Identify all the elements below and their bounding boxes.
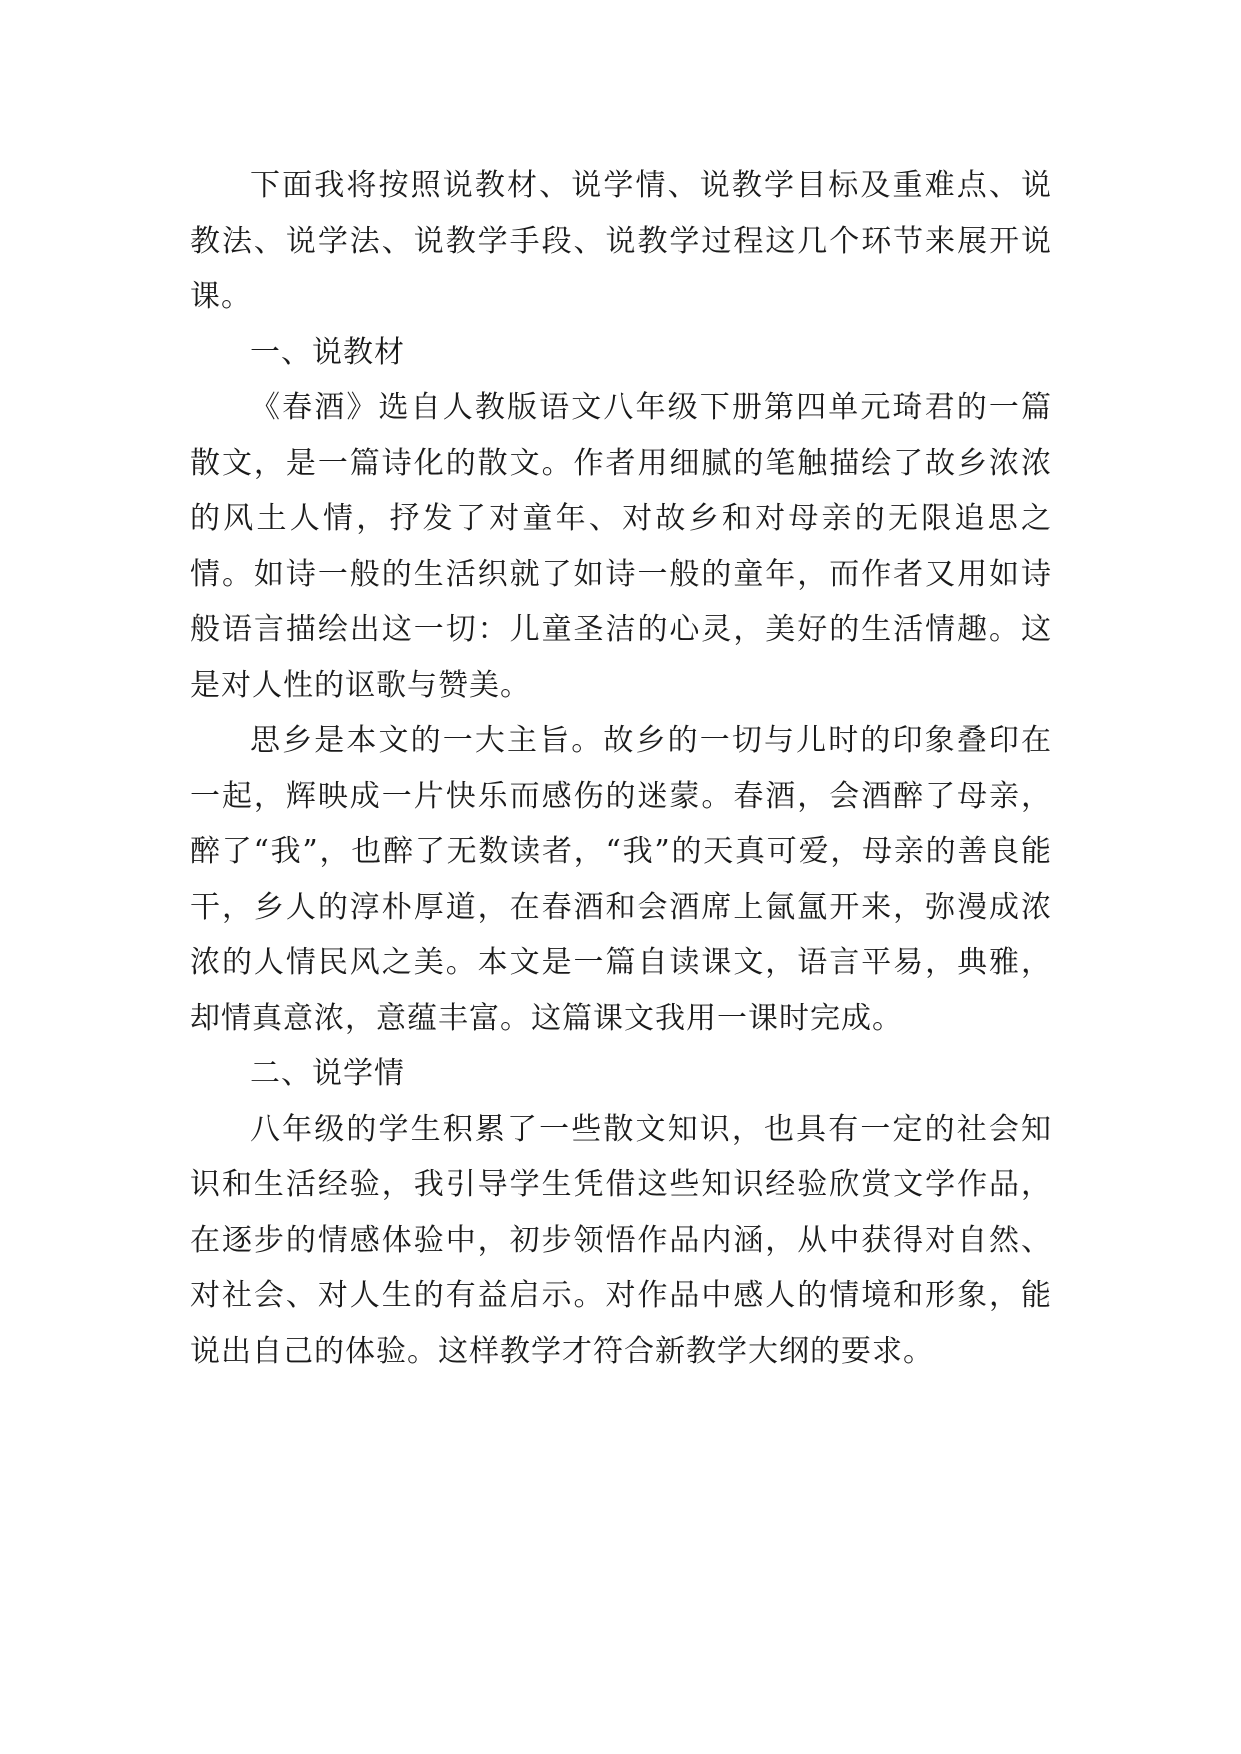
students-paragraph-1: 八年级的学生积累了一些散文知识，也具有一定的社会知识和生活经验，我引导学生凭借这些知识经验欣赏文学作品，在逐步的情感体验中，初步领悟作品内涵，从中获得对自然、对社会、对人生的有益启示。对作品中感人的情境和形象，能说出自己的体验。这样教学才符合新教学大纲的要求。: [190, 1111, 1052, 1369]
textbook-paragraph-1: 《春酒》选自人教版语文八年级下册第四单元琦君的一篇散文，是一篇诗化的散文。作者用细腻的笔触描绘了故乡浓浓的风土人情，抒发了对童年、对故乡和对母亲的无限追思之情。如诗一般的生活织就了如诗一般的童年，而作者又用如诗般语言描绘出这一切：儿童圣洁的心灵，美好的生活情趣。这是对人性的讴歌与赞美。: [190, 390, 1052, 703]
document-body: [190, 158, 1052, 1379]
section-heading-students: 二、说学情: [250, 1056, 405, 1091]
textbook-paragraph-2: 思乡是本文的一大主旨。故乡的一切与儿时的印象叠印在一起，辉映成一片快乐而感伤的迷蒙。春酒，会酒醉了母亲，醉了“我”，也醉了无数读者，“我”的天真可爱，母亲的善良能干，乡人的淳朴厚道，在春酒和会酒席上氤氲开来，弥漫成浓浓的人情民风之美。本文是一篇自读课文，语言平易，典雅，却情真意浓，意蕴丰富。这篇课文我用一课时完成。: [190, 723, 1052, 1036]
intro-paragraph: 下面我将按照说教材、说学情、说教学目标及重难点、说教法、说学法、说教学手段、说教学过程这几个环节来展开说课。: [190, 168, 1052, 314]
section-heading-textbook: 一、说教材: [250, 334, 405, 370]
